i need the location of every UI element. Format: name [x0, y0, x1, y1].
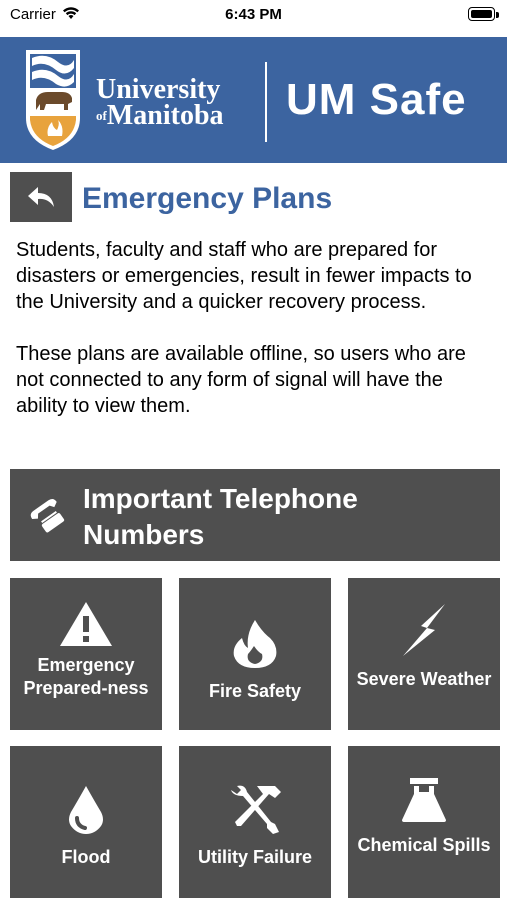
carrier-label: Carrier	[10, 6, 56, 23]
tile-chemical-spills[interactable]	[348, 746, 500, 898]
water-drop-icon	[67, 784, 105, 834]
university-line2	[96, 100, 224, 131]
app-header	[0, 37, 507, 163]
tile-flood[interactable]	[10, 746, 162, 898]
tile-fire-safety-label: Fire Safety	[208, 681, 302, 701]
important-telephone-numbers-label: Important Telephone Numbers	[83, 483, 358, 550]
lightning-icon	[401, 602, 447, 658]
intro-paragraph-2: These plans are available offline, so users who are not connected to any form of signal will have the ability to view them.	[16, 343, 466, 417]
tile-fire-safety[interactable]	[179, 578, 331, 730]
beaker-icon	[400, 776, 448, 824]
phone-icon	[28, 497, 70, 537]
app-title: UM Safe	[286, 75, 467, 124]
university-line1: University	[96, 74, 221, 105]
battery-icon	[468, 7, 495, 21]
university-wordmark	[96, 74, 224, 131]
page-title: Emergency Plans	[82, 182, 333, 215]
tile-flood-label: Flood	[61, 847, 111, 867]
tile-utility-failure[interactable]	[179, 746, 331, 898]
tile-emergency-preparedness[interactable]	[10, 578, 162, 730]
tile-emergency-preparedness-label: Emergency Prepared-ness	[23, 655, 149, 698]
clock: 6:43 PM	[225, 6, 282, 23]
battery-tip	[496, 12, 499, 18]
tile-chemical-spills-label: Chemical Spills	[357, 835, 491, 855]
back-button[interactable]	[10, 172, 72, 222]
warning-icon	[58, 600, 114, 648]
intro-text	[16, 237, 496, 419]
university-of: of	[96, 108, 107, 123]
important-telephone-numbers-button[interactable]	[10, 469, 500, 561]
header-divider	[265, 62, 267, 142]
fire-icon	[232, 618, 278, 670]
tile-severe-weather-label: Severe Weather	[356, 669, 492, 689]
tile-utility-failure-label: Utility Failure	[197, 847, 313, 867]
status-bar	[0, 0, 507, 32]
tile-severe-weather[interactable]	[348, 578, 500, 730]
intro-paragraph-1: Students, faculty and staff who are prepared for disasters or emergencies, result in fewer impacts to the University and a quicker recovery process.	[16, 239, 472, 313]
back-arrow-icon	[26, 185, 56, 209]
university-crest-icon	[24, 48, 82, 152]
university-manitoba: Manitoba	[106, 100, 224, 131]
tools-icon	[227, 782, 283, 836]
